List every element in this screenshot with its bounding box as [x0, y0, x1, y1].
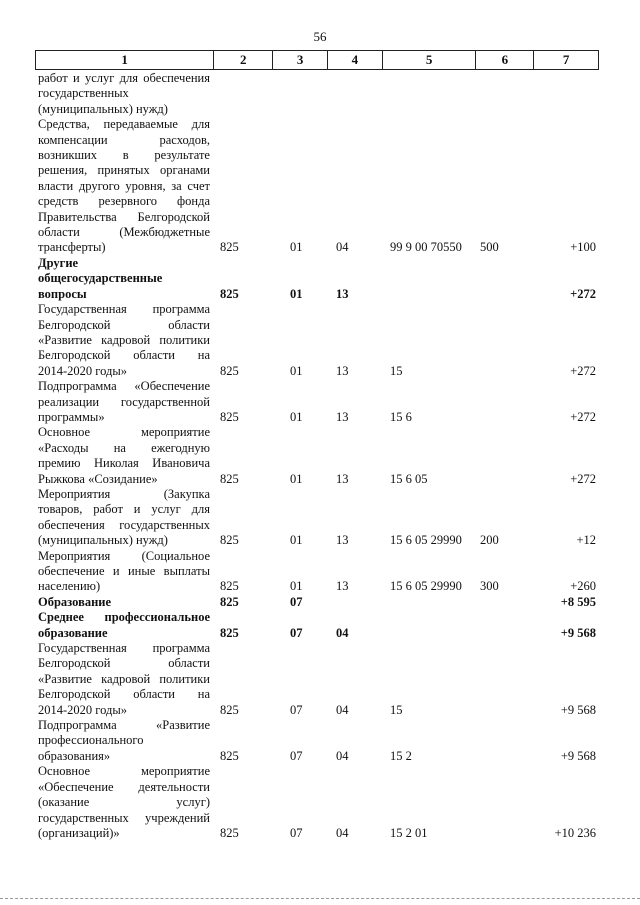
row-name-line: Правительства Белгородской	[38, 209, 210, 224]
target-article: 15	[390, 363, 403, 378]
target-article: 99 9 00 70550	[390, 240, 462, 255]
section-code: 01	[290, 533, 303, 548]
table-row	[38, 487, 600, 549]
page-bottom-line	[0, 898, 640, 899]
section-code: 01	[290, 579, 303, 594]
row-name-line: «Обеспечение деятельности	[38, 779, 210, 794]
row-name-line: вопросы	[38, 286, 87, 301]
admin-code: 825	[220, 579, 239, 594]
table-body	[38, 71, 600, 841]
section-code: 01	[290, 409, 303, 424]
section-code: 07	[290, 702, 303, 717]
row-name-line: Белгородской области	[38, 317, 210, 332]
row-name-line: товаров, работ и услуг для	[38, 502, 210, 517]
header-col-1: 1	[36, 51, 214, 69]
row-name-line: (муниципальных) нужд)	[38, 101, 168, 116]
row-name-line: государственных	[38, 86, 129, 101]
row-values	[38, 579, 600, 594]
row-values	[38, 703, 600, 718]
amount: +9 568	[560, 748, 596, 763]
target-article: 15 6 05	[390, 471, 428, 486]
row-name-line: «Развитие кадровой политики	[38, 332, 210, 347]
row-name-line: Белгородской области на	[38, 348, 210, 363]
section-code: 01	[290, 363, 303, 378]
row-name-line: работ и услуг для обеспечения	[38, 71, 210, 85]
subsection-code: 13	[336, 579, 349, 594]
row-name-line: «Развитие кадровой политики	[38, 671, 210, 686]
row-name-line: возникших в результате	[38, 148, 210, 163]
header-col-2: 2	[214, 51, 273, 69]
admin-code: 825	[220, 363, 239, 378]
amount: +272	[570, 471, 596, 486]
row-name-line: трансферты)	[38, 240, 106, 255]
table-row	[38, 595, 600, 610]
subsection-code: 04	[336, 748, 349, 763]
row-name-line: Мероприятия (Социальное	[38, 548, 210, 563]
target-article: 15 2 01	[390, 825, 428, 840]
admin-code: 825	[220, 702, 239, 717]
header-col-7: 7	[562, 52, 570, 67]
target-article: 15 6	[390, 409, 412, 424]
subsection-code: 04	[336, 625, 349, 640]
header-col-3: 3	[273, 51, 328, 69]
row-name-line: Основное мероприятие	[38, 764, 210, 779]
table-row	[38, 718, 600, 764]
row-name-line: Образование	[38, 594, 112, 609]
row-name-line: Подпрограмма «Обеспечение	[38, 379, 210, 394]
row-name-line: населению)	[38, 579, 101, 594]
admin-code: 825	[220, 240, 239, 255]
table-row	[38, 549, 600, 595]
amount: +9 568	[560, 625, 596, 640]
row-name-line: Государственная программа	[38, 302, 210, 317]
admin-code: 825	[220, 533, 239, 548]
row-values	[38, 749, 600, 764]
section-code: 07	[290, 594, 303, 609]
table-header	[35, 50, 599, 70]
admin-code: 825	[220, 748, 239, 763]
row-name-line: (организаций)»	[38, 825, 120, 840]
header-col-6: 6	[476, 51, 534, 69]
amount: +272	[570, 409, 596, 424]
row-name-line: области (Межбюджетные	[38, 225, 210, 240]
section-code: 07	[290, 625, 303, 640]
row-name-line: Среднее профессиональное	[38, 610, 210, 625]
header-col-4: 4	[328, 51, 383, 69]
row-name-line: средств резервного фонда	[38, 194, 210, 209]
row-values	[38, 102, 600, 117]
section-code: 01	[290, 286, 303, 301]
table-row	[38, 641, 600, 718]
expense-type: 500	[480, 240, 499, 255]
row-name-line: Государственная программа	[38, 641, 210, 656]
row-name-line: решения, принятых органами	[38, 163, 210, 178]
row-values	[38, 533, 600, 548]
row-name-line: власти другого уровня, за счет	[38, 178, 210, 193]
amount: +10 236	[554, 825, 596, 840]
table-row	[38, 256, 600, 302]
row-name-line: государственных учреждений	[38, 810, 210, 825]
row-name-line: (оказание услуг)	[38, 795, 210, 810]
table-row	[38, 71, 600, 117]
amount: +9 568	[560, 702, 596, 717]
row-name	[38, 117, 210, 256]
row-name-line: обеспечения государственных	[38, 517, 210, 532]
admin-code: 825	[220, 286, 239, 301]
table-row	[38, 764, 600, 841]
admin-code: 825	[220, 625, 239, 640]
expense-type: 300	[480, 579, 499, 594]
target-article: 15 2	[390, 748, 412, 763]
row-values	[38, 287, 600, 302]
subsection-code: 13	[336, 286, 349, 301]
row-values	[38, 595, 600, 610]
row-name-line: образования»	[38, 748, 111, 763]
section-code: 07	[290, 748, 303, 763]
row-name-line: 2014-2020 годы»	[38, 702, 128, 717]
row-name-line: общегосударственные	[38, 271, 163, 286]
amount: +8 595	[560, 594, 596, 609]
admin-code: 825	[220, 594, 239, 609]
subsection-code: 04	[336, 702, 349, 717]
row-name-line: Основное мероприятие	[38, 425, 210, 440]
row-values	[38, 410, 600, 425]
target-article: 15 6 05 29990	[390, 579, 462, 594]
amount: +272	[570, 363, 596, 378]
row-name-line: Мероприятия (Закупка	[38, 486, 210, 501]
subsection-code: 13	[336, 471, 349, 486]
section-code: 07	[290, 825, 303, 840]
table-row	[38, 379, 600, 425]
subsection-code: 13	[336, 409, 349, 424]
amount: +272	[570, 286, 596, 301]
table-row	[38, 117, 600, 256]
subsection-code: 13	[336, 363, 349, 378]
row-name-line: 2014-2020 годы»	[38, 363, 128, 378]
subsection-code: 04	[336, 825, 349, 840]
row-name-line: Рыжкова «Созидание»	[38, 471, 158, 486]
page-number: 56	[313, 29, 327, 44]
table-row	[38, 610, 600, 641]
subsection-code: 04	[336, 240, 349, 255]
target-article: 15	[390, 702, 403, 717]
row-name-line: премию Николая Ивановича	[38, 456, 210, 471]
row-name-line: образование	[38, 625, 108, 640]
row-values	[38, 472, 600, 487]
table-row	[38, 425, 600, 487]
expense-type: 200	[480, 533, 499, 548]
amount: +100	[570, 240, 596, 255]
section-code: 01	[290, 240, 303, 255]
row-values	[38, 826, 600, 841]
row-name-line: Белгородской области	[38, 656, 210, 671]
subsection-code: 13	[336, 533, 349, 548]
header-col-5: 5	[383, 51, 477, 69]
row-values	[38, 364, 600, 379]
table-row	[38, 302, 600, 379]
row-name-line: Подпрограмма «Развитие	[38, 718, 210, 733]
target-article: 15 6 05 29990	[390, 533, 462, 548]
amount: +260	[570, 579, 596, 594]
amount: +12	[576, 533, 596, 548]
row-name-line: Белгородской области на	[38, 687, 210, 702]
row-name-line: компенсации расходов,	[38, 132, 210, 147]
row-name-line: «Расходы на ежегодную	[38, 440, 210, 455]
row-name-line: реализации государственной	[38, 394, 210, 409]
row-values	[38, 626, 600, 641]
section-code: 01	[290, 471, 303, 486]
admin-code: 825	[220, 825, 239, 840]
row-values	[38, 240, 600, 255]
row-name-line: программы»	[38, 409, 105, 424]
admin-code: 825	[220, 409, 239, 424]
row-name-line: (муниципальных) нужд)	[38, 533, 168, 548]
admin-code: 825	[220, 471, 239, 486]
row-name-line: Средства, передаваемые для	[38, 117, 210, 132]
row-name-line: Другие	[38, 255, 79, 270]
row-name-line: профессионального	[38, 733, 144, 748]
row-name-line: обеспечение и иные выплаты	[38, 564, 210, 578]
